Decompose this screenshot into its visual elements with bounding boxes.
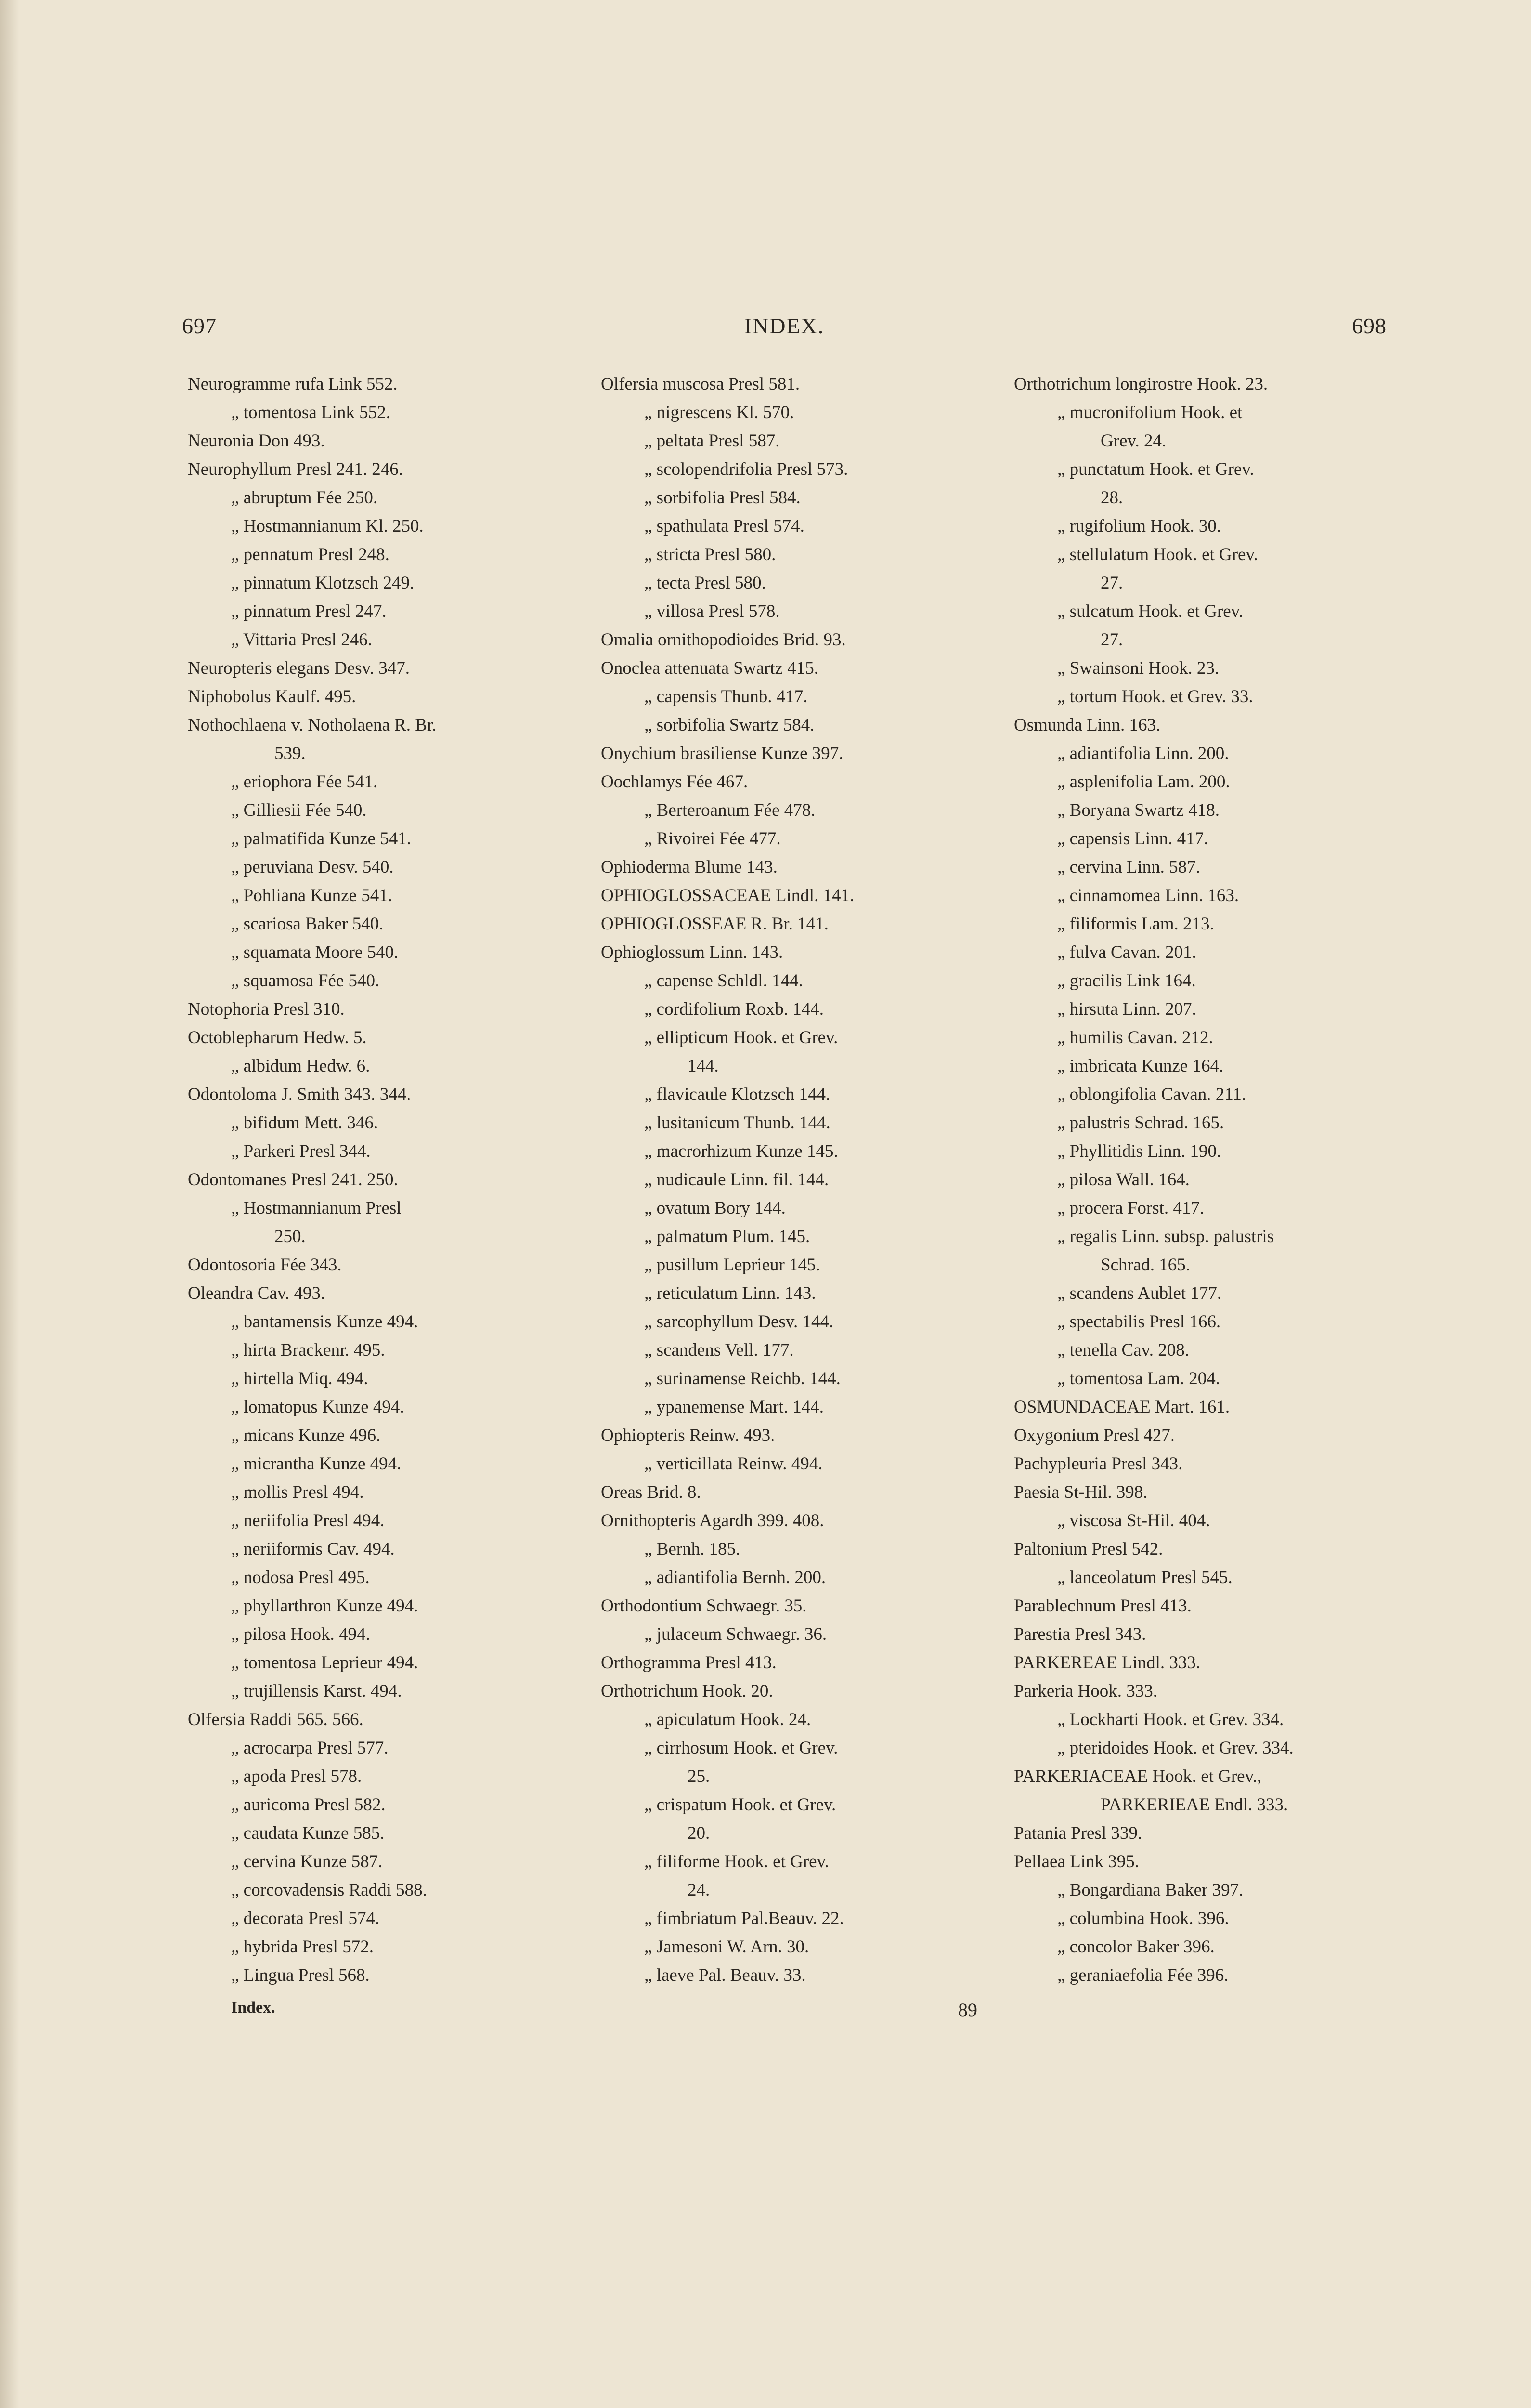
index-entry: Neurophyllum Presl 241. 246. <box>188 459 403 479</box>
index-entry: Olfersia Raddi 565. 566. <box>188 1710 363 1729</box>
index-entry: „ villosa Presl 578. <box>644 602 780 621</box>
index-entry: „ nodosa Presl 495. <box>231 1568 370 1587</box>
index-entry: „ tomentosa Leprieur 494. <box>231 1653 418 1673</box>
index-entry: „ spathulata Presl 574. <box>644 516 804 536</box>
index-entry: „ hirsuta Linn. 207. <box>1057 999 1196 1019</box>
index-entry: „ micrantha Kunze 494. <box>231 1454 402 1474</box>
signature-mark: 89 <box>958 1999 977 2021</box>
index-entry: Onychium brasiliense Kunze 397. <box>601 744 843 763</box>
index-entry: „ Pohliana Kunze 541. <box>231 886 392 905</box>
index-entry: „ flavicaule Klotzsch 144. <box>644 1085 830 1104</box>
index-entry: „ capense Schldl. 144. <box>644 971 803 991</box>
index-entry: 20. <box>688 1823 710 1843</box>
index-entry: Odontoloma J. Smith 343. 344. <box>188 1085 411 1104</box>
index-entry: „ hybrida Presl 572. <box>231 1937 374 1957</box>
index-entry: „ Lockharti Hook. et Grev. 334. <box>1057 1710 1284 1729</box>
index-entry: „ cirrhosum Hook. et Grev. <box>644 1738 838 1758</box>
index-column-1 <box>188 370 611 1989</box>
index-entry: „ palustris Schrad. 165. <box>1057 1113 1224 1133</box>
index-entry: „ palmatum Plum. 145. <box>644 1227 810 1246</box>
index-entry: „ Swainsoni Hook. 23. <box>1057 658 1220 678</box>
index-entry: Orthotrichum Hook. 20. <box>601 1681 773 1701</box>
index-entry: „ micans Kunze 496. <box>231 1426 381 1445</box>
index-entry: „ pinnatum Presl 247. <box>231 602 387 621</box>
page-number-left: 697 <box>182 314 217 338</box>
index-entry: „ capensis Thunb. 417. <box>644 687 808 707</box>
index-entry: „ geraniaefolia Fée 396. <box>1057 1965 1229 1985</box>
index-entry: Ophioglossum Linn. 143. <box>601 942 783 962</box>
index-entry: „ reticulatum Linn. 143. <box>644 1283 816 1303</box>
index-entry: „ corcovadensis Raddi 588. <box>231 1880 427 1900</box>
index-entry: „ lusitanicum Thunb. 144. <box>644 1113 830 1133</box>
index-entry: Omalia ornithopodioides Brid. 93. <box>601 630 846 650</box>
index-entry: „ nudicaule Linn. fil. 144. <box>644 1170 829 1190</box>
index-entry: Olfersia muscosa Presl 581. <box>601 374 800 394</box>
index-entry: „ Gilliesii Fée 540. <box>231 800 367 820</box>
index-entry: „ ypanemense Mart. 144. <box>644 1397 824 1417</box>
index-entry: Oxygonium Presl 427. <box>1014 1426 1175 1445</box>
index-entry: „ Jamesoni W. Arn. 30. <box>644 1937 809 1957</box>
index-entry: „ fimbriatum Pal.Beauv. 22. <box>644 1909 844 1928</box>
index-entry: „ abruptum Fée 250. <box>231 488 378 508</box>
index-entry: „ concolor Baker 396. <box>1057 1937 1215 1957</box>
index-entry: „ cordifolium Roxb. 144. <box>644 999 824 1019</box>
index-entry: Pachypleuria Presl 343. <box>1014 1454 1183 1474</box>
index-entry: „ scariosa Baker 540. <box>231 914 384 934</box>
footer-label: Index. <box>231 1999 275 2016</box>
index-entry: „ cervina Linn. 587. <box>1057 857 1200 877</box>
index-entry: „ albidum Hedw. 6. <box>231 1056 370 1076</box>
index-entry: „ capensis Linn. 417. <box>1057 829 1208 849</box>
index-entry: „ caudata Kunze 585. <box>231 1823 385 1843</box>
index-entry: „ sarcophyllum Desv. 144. <box>644 1312 834 1332</box>
index-entry: „ neriifolia Presl 494. <box>231 1511 385 1531</box>
index-entry: „ auricoma Presl 582. <box>231 1795 386 1815</box>
index-entry: „ Lingua Presl 568. <box>231 1965 370 1985</box>
index-entry: „ stellulatum Hook. et Grev. <box>1057 545 1258 564</box>
index-entry: „ squamosa Fée 540. <box>231 971 380 991</box>
index-entry: 250. <box>274 1227 306 1246</box>
index-entry: „ columbina Hook. 396. <box>1057 1909 1229 1928</box>
index-entry: „ pteridoides Hook. et Grev. 334. <box>1057 1738 1294 1758</box>
index-entry: „ pinnatum Klotzsch 249. <box>231 573 415 593</box>
index-entry: „ Vittaria Presl 246. <box>231 630 373 650</box>
index-entry: „ palmatifida Kunze 541. <box>231 829 411 849</box>
index-entry: 27. <box>1101 630 1123 650</box>
index-entry: 27. <box>1101 573 1123 593</box>
index-entry: „ apiculatum Hook. 24. <box>644 1710 811 1729</box>
index-entry: Onoclea attenuata Swartz 415. <box>601 658 819 678</box>
index-entry: „ mucronifolium Hook. et <box>1057 403 1243 422</box>
index-entry: Nothochlaena v. Notholaena R. Br. <box>188 715 437 735</box>
index-entry: „ Parkeri Presl 344. <box>231 1141 371 1161</box>
index-entry: „ scolopendrifolia Presl 573. <box>644 459 848 479</box>
index-entry: Oochlamys Fée 467. <box>601 772 748 792</box>
index-column-2 <box>601 370 1025 1989</box>
index-entry: Parablechnum Presl 413. <box>1014 1596 1192 1616</box>
index-entry: „ oblongifolia Cavan. 211. <box>1057 1085 1246 1104</box>
index-entry: „ stricta Presl 580. <box>644 545 776 564</box>
index-entry: „ fulva Cavan. 201. <box>1057 942 1196 962</box>
index-entry: „ neriiformis Cav. 494. <box>231 1539 395 1559</box>
index-entry: OPHIOGLOSSACEAE Lindl. 141. <box>601 886 855 905</box>
index-entry: „ sulcatum Hook. et Grev. <box>1057 602 1243 621</box>
index-column-3 <box>1014 370 1438 1989</box>
index-entry: „ macrorhizum Kunze 145. <box>644 1141 838 1161</box>
index-entry: Oreas Brid. 8. <box>601 1482 701 1502</box>
index-entry: Orthogramma Presl 413. <box>601 1653 777 1673</box>
index-entry: Ophioderma Blume 143. <box>601 857 778 877</box>
index-entry: „ spectabilis Presl 166. <box>1057 1312 1221 1332</box>
index-entry: „ procera Forst. 417. <box>1057 1198 1205 1218</box>
index-entry: 25. <box>688 1767 710 1786</box>
index-entry: „ cervina Kunze 587. <box>231 1852 383 1871</box>
index-entry: „ bifidum Mett. 346. <box>231 1113 378 1133</box>
index-entry: PARKEREAE Lindl. 333. <box>1014 1653 1201 1673</box>
index-entry: Pellaea Link 395. <box>1014 1852 1139 1871</box>
index-entry: „ filiformis Lam. 213. <box>1057 914 1214 934</box>
index-entry: „ bantamensis Kunze 494. <box>231 1312 418 1332</box>
index-entry: „ Berteroanum Fée 478. <box>644 800 816 820</box>
index-entry: „ acrocarpa Presl 577. <box>231 1738 389 1758</box>
index-entry: „ rugifolium Hook. 30. <box>1057 516 1221 536</box>
index-entry: „ julaceum Schwaegr. 36. <box>644 1624 827 1644</box>
index-entry: „ scandens Aublet 177. <box>1057 1283 1222 1303</box>
index-entry: „ surinamense Reichb. 144. <box>644 1369 841 1388</box>
index-entry: OSMUNDACEAE Mart. 161. <box>1014 1397 1230 1417</box>
index-entry: 144. <box>688 1056 719 1076</box>
index-entry: „ pilosa Wall. 164. <box>1057 1170 1190 1190</box>
index-entry: „ tortum Hook. et Grev. 33. <box>1057 687 1253 707</box>
index-entry: Octoblepharum Hedw. 5. <box>188 1028 367 1047</box>
index-entry: Neuronia Don 493. <box>188 431 325 451</box>
index-entry: „ gracilis Link 164. <box>1057 971 1196 991</box>
index-entry: „ ellipticum Hook. et Grev. <box>644 1028 838 1047</box>
index-entry: „ Phyllitidis Linn. 190. <box>1057 1141 1221 1161</box>
index-entry: Paltonium Presl 542. <box>1014 1539 1163 1559</box>
index-entry: „ peruviana Desv. 540. <box>231 857 394 877</box>
index-entry: „ Boryana Swartz 418. <box>1057 800 1220 820</box>
index-entry: „ filiforme Hook. et Grev. <box>644 1852 829 1871</box>
index-entry: 24. <box>688 1880 710 1900</box>
index-entry: Neuropteris elegans Desv. 347. <box>188 658 410 678</box>
index-entry: „ pennatum Presl 248. <box>231 545 389 564</box>
index-entry: „ Hostmannianum Kl. 250. <box>231 516 424 536</box>
index-entry: PARKERIEAE Endl. 333. <box>1101 1795 1288 1815</box>
index-entry: „ laeve Pal. Beauv. 33. <box>644 1965 806 1985</box>
index-entry: „ tenella Cav. 208. <box>1057 1340 1189 1360</box>
index-entry: „ pilosa Hook. 494. <box>231 1624 370 1644</box>
index-entry: Patania Presl 339. <box>1014 1823 1142 1843</box>
index-entry: Odontosoria Fée 343. <box>188 1255 342 1275</box>
index-entry: „ phyllarthron Kunze 494. <box>231 1596 418 1616</box>
index-entry: Osmunda Linn. 163. <box>1014 715 1161 735</box>
index-entry: „ humilis Cavan. 212. <box>1057 1028 1213 1047</box>
index-entry: „ hirtella Miq. 494. <box>231 1369 368 1388</box>
index-entry: „ Bernh. 185. <box>644 1539 740 1559</box>
index-entry: „ lomatopus Kunze 494. <box>231 1397 404 1417</box>
index-entry: „ cinnamomea Linn. 163. <box>1057 886 1239 905</box>
index-entry: Orthodontium Schwaegr. 35. <box>601 1596 807 1616</box>
index-entry: „ Bongardiana Baker 397. <box>1057 1880 1244 1900</box>
index-entry: Paesia St-Hil. 398. <box>1014 1482 1148 1502</box>
index-entry: Neurogramme rufa Link 552. <box>188 374 398 394</box>
index-entry: „ adiantifolia Bernh. 200. <box>644 1568 826 1587</box>
running-head: INDEX. <box>744 314 825 338</box>
index-entry: Odontomanes Presl 241. 250. <box>188 1170 398 1190</box>
index-entry: „ trujillensis Karst. 494. <box>231 1681 402 1701</box>
index-entry: „ viscosa St-Hil. 404. <box>1057 1511 1210 1531</box>
index-entry: „ tomentosa Link 552. <box>231 403 390 422</box>
book-spine-shadow <box>0 0 19 2408</box>
index-entry: Grev. 24. <box>1101 431 1167 451</box>
index-entry: „ Hostmannianum Presl <box>231 1198 402 1218</box>
index-entry: „ asplenifolia Lam. 200. <box>1057 772 1230 792</box>
index-entry: OPHIOGLOSSEAE R. Br. 141. <box>601 914 829 934</box>
index-entry: Ophiopteris Reinw. 493. <box>601 1426 775 1445</box>
index-entry: PARKERIACEAE Hook. et Grev., <box>1014 1767 1262 1786</box>
index-entry: 28. <box>1101 488 1123 508</box>
index-entry: „ tomentosa Lam. 204. <box>1057 1369 1220 1388</box>
index-entry: „ Rivoirei Fée 477. <box>644 829 781 849</box>
index-entry: „ punctatum Hook. et Grev. <box>1057 459 1254 479</box>
index-entry: „ eriophora Fée 541. <box>231 772 378 792</box>
index-entry: Parkeria Hook. 333. <box>1014 1681 1157 1701</box>
index-entry: „ imbricata Kunze 164. <box>1057 1056 1224 1076</box>
index-entry: Niphobolus Kaulf. 495. <box>188 687 356 707</box>
index-entry: „ ovatum Bory 144. <box>644 1198 786 1218</box>
index-entry: Notophoria Presl 310. <box>188 999 345 1019</box>
index-entry: „ squamata Moore 540. <box>231 942 399 962</box>
index-entry: Schrad. 165. <box>1101 1255 1190 1275</box>
index-entry: „ sorbifolia Presl 584. <box>644 488 801 508</box>
index-entry: „ crispatum Hook. et Grev. <box>644 1795 836 1815</box>
index-entry: Parestia Presl 343. <box>1014 1624 1146 1644</box>
page-header <box>182 308 1387 347</box>
index-entry: „ sorbifolia Swartz 584. <box>644 715 815 735</box>
index-entry: „ apoda Presl 578. <box>231 1767 362 1786</box>
index-entry: „ regalis Linn. subsp. palustris <box>1057 1227 1274 1246</box>
index-entry: Oleandra Cav. 493. <box>188 1283 325 1303</box>
index-entry: „ decorata Presl 574. <box>231 1909 380 1928</box>
index-entry: Ornithopteris Agardh 399. 408. <box>601 1511 824 1531</box>
index-entry: „ pusillum Leprieur 145. <box>644 1255 820 1275</box>
index-entry: „ hirta Brackenr. 495. <box>231 1340 385 1360</box>
index-entry: Orthotrichum longirostre Hook. 23. <box>1014 374 1268 394</box>
index-entry: 539. <box>274 744 306 763</box>
index-entry: „ scandens Vell. 177. <box>644 1340 794 1360</box>
page-number-right: 698 <box>1352 314 1387 338</box>
index-entry: „ nigrescens Kl. 570. <box>644 403 794 422</box>
index-entry: „ adiantifolia Linn. 200. <box>1057 744 1229 763</box>
index-entry: „ lanceolatum Presl 545. <box>1057 1568 1233 1587</box>
index-entry: „ tecta Presl 580. <box>644 573 766 593</box>
index-entry: „ peltata Presl 587. <box>644 431 780 451</box>
index-entry: „ verticillata Reinw. 494. <box>644 1454 823 1474</box>
index-entry: „ mollis Presl 494. <box>231 1482 364 1502</box>
